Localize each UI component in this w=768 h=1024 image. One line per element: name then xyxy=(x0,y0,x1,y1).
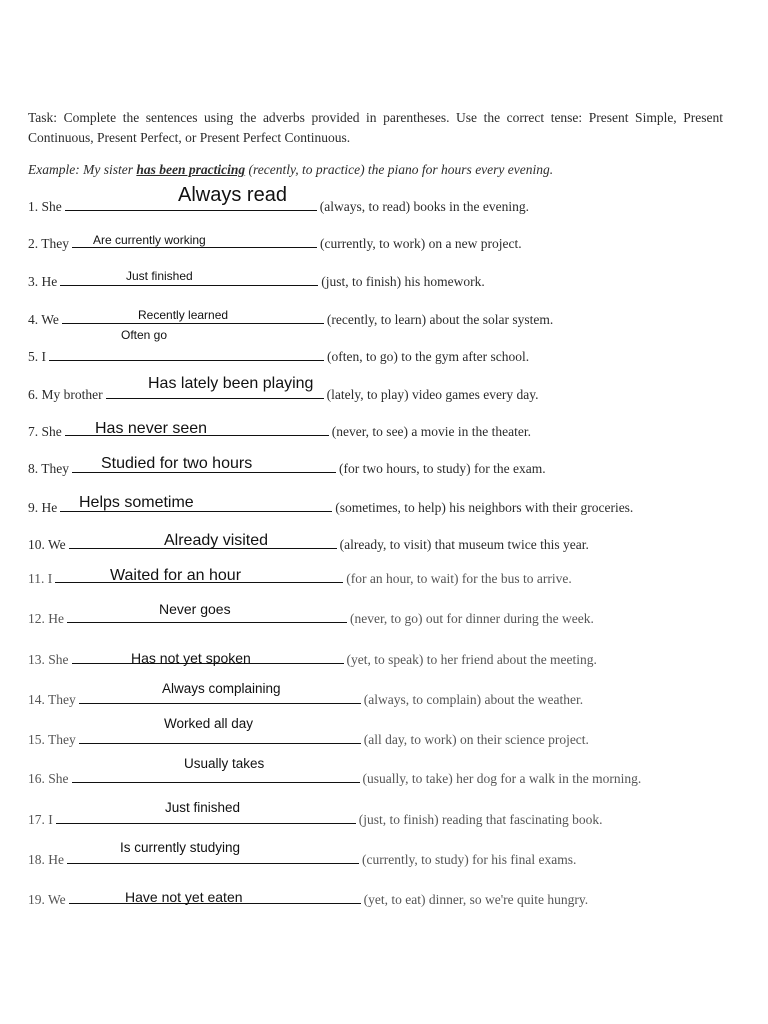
handwritten-answer[interactable]: Helps sometime xyxy=(79,494,194,511)
item-number: 11. xyxy=(28,571,48,586)
item-subject: She xyxy=(48,771,69,786)
handwritten-answer[interactable]: Studied for two hours xyxy=(101,455,253,472)
answer-blank-line[interactable] xyxy=(79,729,361,744)
item-subject: He xyxy=(48,852,64,867)
item-hint: (sometimes, to help) his neighbors with their groceries. xyxy=(335,500,634,515)
item-hint: (never, to see) a movie in the theater. xyxy=(331,424,532,439)
exercise-item xyxy=(28,271,485,291)
item-subject: I xyxy=(41,349,46,364)
handwritten-answer[interactable]: Waited for an hour xyxy=(110,567,242,584)
item-number: 14. xyxy=(28,692,49,707)
item-number: 8. xyxy=(28,461,42,476)
handwritten-answer[interactable]: Always read xyxy=(178,184,287,206)
exercise-item xyxy=(28,889,588,909)
handwritten-answer[interactable]: Has never seen xyxy=(95,420,208,437)
answer-blank-line[interactable] xyxy=(49,346,324,361)
item-hint: (for an hour, to wait) for the bus to arrive. xyxy=(346,571,572,586)
item-hint: (just, to finish) his homework. xyxy=(321,274,485,289)
item-subject: I xyxy=(48,812,53,827)
item-hint: (often, to go) to the gym after school. xyxy=(327,349,530,364)
item-hint: (just, to finish) reading that fascinating book. xyxy=(358,812,603,827)
item-hint: (always, to complain) about the weather. xyxy=(363,692,584,707)
item-hint: (yet, to speak) to her friend about the meeting. xyxy=(346,652,597,667)
handwritten-answer[interactable]: Is currently studying xyxy=(120,840,241,855)
item-hint: (for two hours, to study) for the exam. xyxy=(339,461,546,476)
item-hint: (lately, to play) video games every day. xyxy=(326,387,539,402)
item-subject: He xyxy=(41,500,58,515)
item-subject: They xyxy=(48,692,76,707)
item-number: 9. xyxy=(28,500,42,515)
item-hint: (currently, to work) on a new project. xyxy=(320,236,522,251)
example-sentence xyxy=(28,162,728,178)
handwritten-answer[interactable]: Just finished xyxy=(165,800,241,815)
exercise-item xyxy=(28,534,589,554)
item-number: 4. xyxy=(28,312,42,327)
example-prefix: Example: My sister xyxy=(28,162,133,177)
handwritten-answer[interactable]: Has lately been playing xyxy=(148,375,314,392)
exercise-item xyxy=(28,849,576,869)
item-number: 3. xyxy=(28,274,42,289)
item-subject: They xyxy=(41,236,70,251)
item-hint: (already, to visit) that museum twice this year. xyxy=(339,537,589,552)
example-suffix: (recently, to practice) the piano for hours every evening. xyxy=(248,162,554,177)
item-subject: He xyxy=(41,274,58,289)
item-hint: (usually, to take) her dog for a walk in the morning. xyxy=(362,771,642,786)
item-subject: My brother xyxy=(41,387,103,402)
item-subject: She xyxy=(41,424,62,439)
exercise-item xyxy=(28,649,597,669)
item-number: 12. xyxy=(28,611,49,626)
item-number: 1. xyxy=(28,199,42,214)
item-hint: (all day, to work) on their science project. xyxy=(363,732,589,747)
item-subject: I xyxy=(47,571,53,586)
item-subject: He xyxy=(48,611,64,626)
handwritten-answer[interactable]: Recently learned xyxy=(138,308,229,322)
item-number: 16. xyxy=(28,771,49,786)
item-subject: They xyxy=(48,732,76,747)
item-subject: They xyxy=(41,461,70,476)
exercise-item xyxy=(28,608,594,628)
item-subject: She xyxy=(41,199,62,214)
item-number: 15. xyxy=(28,732,49,747)
item-hint: (always, to read) books in the evening. xyxy=(319,199,529,214)
item-number: 7. xyxy=(28,424,42,439)
handwritten-answer[interactable]: Just finished xyxy=(126,269,193,283)
exercise-item xyxy=(28,809,602,829)
handwritten-answer[interactable]: Have not yet eaten xyxy=(125,889,243,905)
item-number: 13. xyxy=(28,652,49,667)
handwritten-answer[interactable]: Often go xyxy=(121,328,168,342)
item-hint: (recently, to learn) about the solar system. xyxy=(326,312,554,327)
example-fill: has been practicing xyxy=(136,162,246,177)
task-label: Task: xyxy=(28,110,58,125)
item-subject: She xyxy=(48,652,69,667)
exercise-item xyxy=(28,689,583,709)
exercise-item xyxy=(28,309,553,329)
item-hint: (yet, to eat) dinner, so we're quite hungry. xyxy=(363,892,589,907)
exercise-item xyxy=(28,346,529,366)
handwritten-answer[interactable]: Are currently working xyxy=(93,233,206,247)
item-subject: We xyxy=(48,537,66,552)
item-subject: We xyxy=(41,312,59,327)
item-number: 6. xyxy=(28,387,42,402)
exercise-item xyxy=(28,768,641,788)
item-number: 5. xyxy=(28,349,42,364)
handwritten-answer[interactable]: Worked all day xyxy=(164,716,254,731)
item-hint: (never, to go) out for dinner during the week. xyxy=(350,611,594,626)
item-subject: We xyxy=(48,892,66,907)
item-number: 19. xyxy=(28,892,49,907)
item-number: 17. xyxy=(28,812,49,827)
item-number: 2. xyxy=(28,236,42,251)
task-instructions xyxy=(28,108,723,148)
exercise-item xyxy=(28,729,589,749)
item-number: 10. xyxy=(28,537,49,552)
task-text: Complete the sentences using the adverbs provided in parentheses. Use the correct tense: Present Simple, Present Continuous, Present Perfect, or Present Perfect Continuous. xyxy=(28,110,723,145)
handwritten-answer[interactable]: Has not yet spoken xyxy=(131,650,251,666)
item-hint: (currently, to study) for his final exams. xyxy=(362,852,577,867)
handwritten-answer[interactable]: Already visited xyxy=(164,532,269,549)
item-number: 18. xyxy=(28,852,49,867)
handwritten-answer[interactable]: Usually takes xyxy=(184,756,265,771)
handwritten-answer[interactable]: Always complaining xyxy=(162,681,281,696)
handwritten-answer[interactable]: Never goes xyxy=(159,601,231,617)
